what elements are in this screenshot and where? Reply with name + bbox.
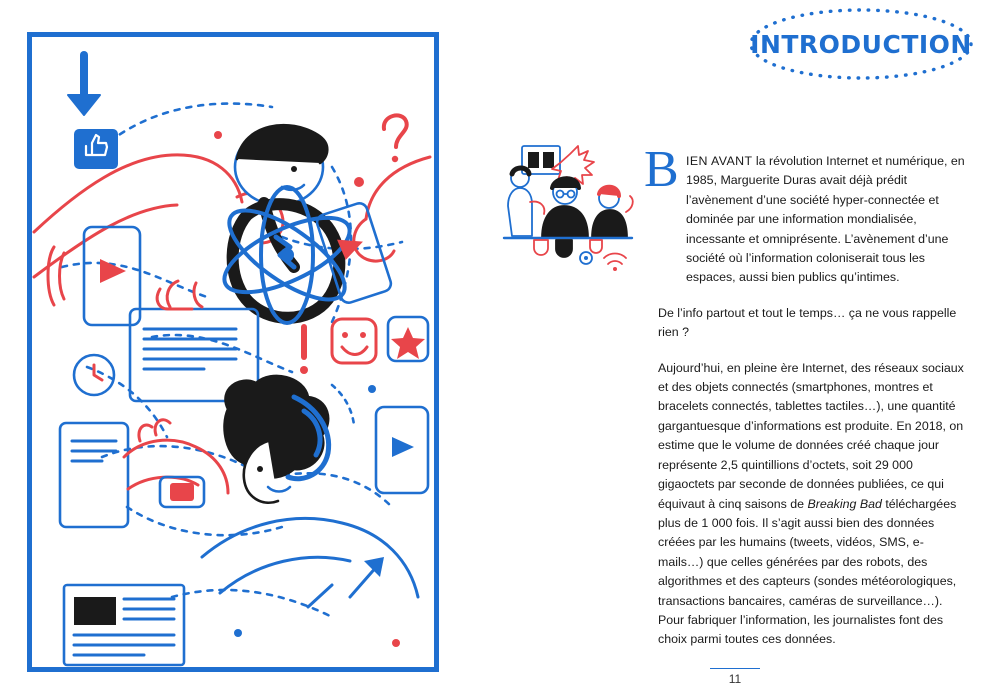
paragraph-question: De l’info partout et tout le temps… ça ne vous rappelle rien ? <box>658 305 957 340</box>
paragraph-data-part1: Aujourd’hui, en pleine ère Internet, des réseaux sociaux et des objets connectés (smartphones, montres et bracelets connectés, tablettes tactiles…), une quantité gargantuesque d’informations est produite. En 2018, on estime que le volume de données créé chaque jour représente 2,5 quintillions d’octets, soit 29 000 gigaoctets par seconde de données publiées, ce qui équivaut à cinq saisons de <box>658 360 964 511</box>
paragraph-intro <box>644 141 968 288</box>
paragraph-data-part2: téléchargées plus de 1 000 fois. Il s’agit aussi bien des données créées par les humains (tweets, vidéos, SMS, e-mails…) que celles générées par des robots, des algorithmes et des capteurs (sondes météorologiques, transactions bancaires, caméras de surveillance…). Pour fabriquer l’information, les journalistes font des choix parmi toutes ces données. <box>658 496 957 647</box>
right-page <box>470 0 1000 700</box>
paragraph-intro-text: la révolution Internet et numérique, en 1985, Marguerite Duras avait déjà prédit l’avènement d’une société hyper-connectée et dominée par une information mondialisée, incessante et omniprésente. L’avènement d’une société où l’information coloniserait tous les espaces, aussi bien publics qu’intimes. <box>686 154 965 285</box>
page-number-rule <box>710 668 760 669</box>
paragraph-data <box>658 359 968 650</box>
information-overload-illustration <box>32 37 434 667</box>
illustration-frame <box>27 32 439 672</box>
article-body <box>644 141 968 650</box>
chapter-title-bubble <box>746 6 976 82</box>
runin-text: IEN AVANT <box>686 154 753 168</box>
dropcap-letter: B <box>644 141 679 198</box>
left-page <box>0 0 470 700</box>
page-number: 11 <box>728 672 742 686</box>
page-title: INTRODUCTION <box>750 29 972 59</box>
family-screens-vignette <box>500 140 635 275</box>
series-title-italic: Breaking Bad <box>807 496 882 511</box>
